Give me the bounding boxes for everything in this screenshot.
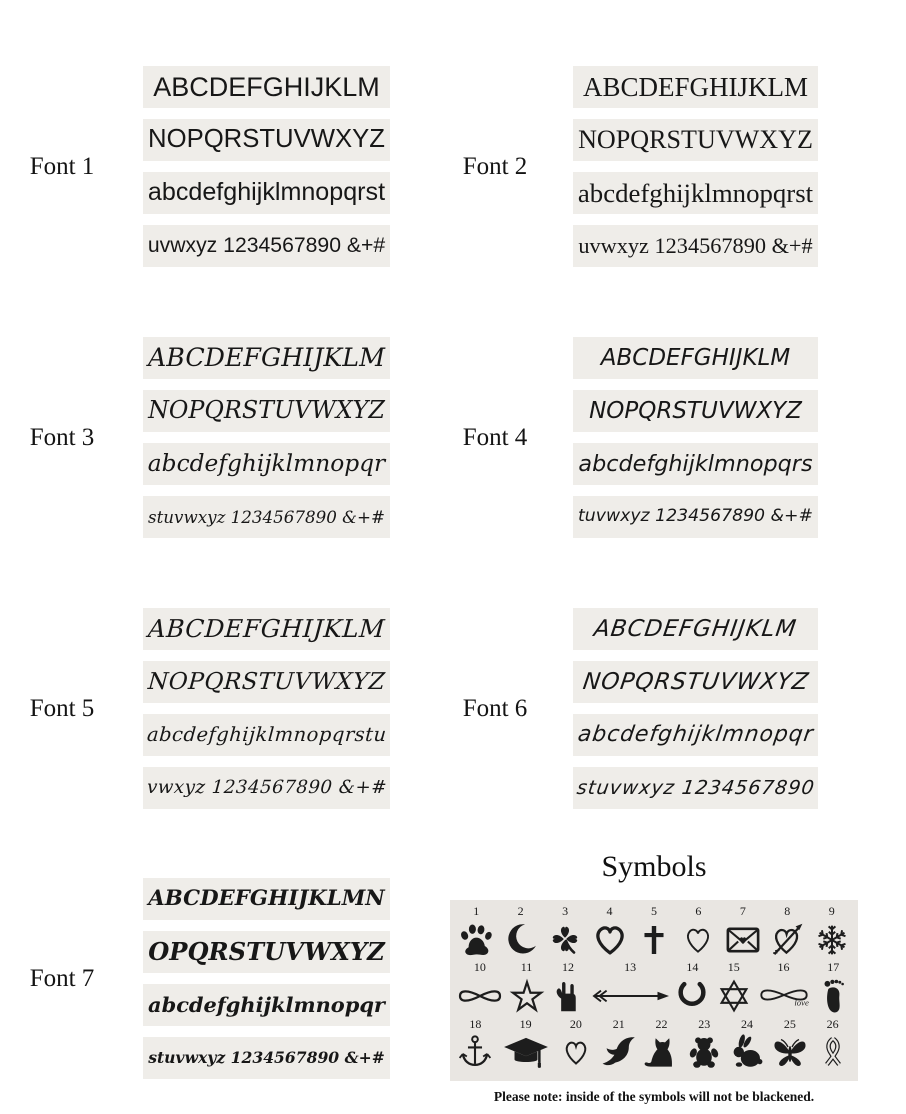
- font-sample-rows: [143, 337, 390, 538]
- symbol-number: 8: [784, 904, 791, 918]
- infinity-love-icon: [756, 974, 812, 1017]
- font-sample-line: [573, 767, 818, 809]
- font-sample-rows: [143, 608, 390, 809]
- symbol-number: 6: [695, 904, 702, 918]
- symbol-item: [713, 961, 754, 1017]
- font-sample-line: [573, 714, 818, 756]
- font-sample-line: [143, 767, 390, 809]
- font-sample-line: [573, 119, 818, 161]
- symbol-item: [755, 961, 813, 1017]
- arrow-icon: [588, 974, 672, 1017]
- star-icon: [508, 974, 546, 1017]
- baby-footprint-icon: [816, 974, 850, 1017]
- crescent-moon-icon: [503, 918, 539, 961]
- symbol-number: 13: [624, 960, 637, 975]
- symbol-item: [768, 1018, 811, 1074]
- four-leaf-clover-icon: [545, 918, 585, 961]
- love-letter-envelope-icon: [722, 918, 764, 961]
- font-label: Font 6: [462, 694, 528, 722]
- font-sample-line: [143, 66, 390, 108]
- sample-text: stuvwxyz 1234567890: [575, 776, 817, 800]
- sample-text: ABCDEFGHIJKLM: [147, 613, 387, 643]
- sample-text: stuvwxyz 1234567890 &+#: [148, 506, 385, 527]
- symbol-item: [672, 961, 713, 1017]
- font-sample-line: [143, 608, 390, 650]
- sample-text: OPQRSTUVWXYZ: [148, 936, 385, 966]
- symbol-item: [543, 905, 587, 961]
- cat-icon: [641, 1031, 681, 1074]
- symbol-item: [498, 905, 542, 961]
- font-label: Font 4: [462, 423, 528, 451]
- anchor-icon: [456, 1031, 494, 1074]
- font-sample-line: [143, 878, 390, 920]
- symbol-item: [765, 905, 809, 961]
- symbol-number: 22: [655, 1016, 668, 1031]
- symbol-number: 24: [741, 1016, 754, 1031]
- symbol-number: 14: [686, 960, 699, 975]
- symbol-item: [497, 1018, 555, 1074]
- symbol-number: 25: [783, 1016, 796, 1031]
- font-sample-line: [573, 443, 818, 485]
- font-sample-rows: [573, 608, 818, 809]
- font-label: Font 5: [29, 694, 95, 722]
- symbol-number: 11: [520, 960, 533, 975]
- sample-text: uvwxyz 1234567890 &+#: [578, 232, 813, 258]
- symbol-number: 10: [473, 960, 486, 975]
- teddy-bear-icon: [685, 1031, 723, 1074]
- font-5-group: [0, 608, 390, 809]
- symbols-note: Please note: inside of the symbols will not be blackened.: [493, 1089, 815, 1104]
- symbol-item: [547, 961, 588, 1017]
- symbols-row: [454, 1018, 854, 1074]
- symbol-number: 16: [777, 960, 790, 975]
- heart-outline-icon: [558, 1031, 594, 1074]
- font-label: Font 3: [29, 423, 95, 451]
- sample-text: abcdefghijklmnopqrst: [147, 178, 386, 207]
- symbol-item: [506, 961, 547, 1017]
- font-sample-rows: [573, 337, 818, 538]
- symbol-number: 4: [606, 904, 613, 918]
- symbols-row: [454, 961, 854, 1017]
- font-3-group: [0, 337, 390, 538]
- sample-text: ABCDEFGHIJKLM: [592, 615, 799, 642]
- symbol-number: 19: [519, 1016, 532, 1031]
- sample-text: NOPQRSTUVWXYZ: [148, 396, 385, 425]
- sample-text: stuvwxyz 1234567890 &+#: [148, 1048, 385, 1068]
- font-sample-line: [143, 1037, 390, 1079]
- symbol-item: [587, 905, 631, 961]
- sample-text: tuvwxyz 1234567890 &+#: [578, 506, 813, 527]
- symbol-number: 5: [650, 904, 657, 918]
- font-6-group: [453, 608, 858, 809]
- heart-with-arrow-icon: [767, 918, 807, 961]
- infinity-icon: [455, 974, 505, 1017]
- love-hand-sign-icon: [550, 974, 586, 1017]
- paw-print-icon: [456, 918, 496, 961]
- symbols-panel: [450, 900, 858, 1081]
- symbol-number: 3: [562, 904, 569, 918]
- symbol-item: [676, 905, 720, 961]
- symbol-item: [454, 905, 498, 961]
- font-2-group: [453, 66, 858, 267]
- font-sample-line: [143, 931, 390, 973]
- symbol-number: 20: [569, 1016, 582, 1031]
- font-sample-line: [143, 661, 390, 703]
- sample-text: ABCDEFGHIJKLM: [582, 71, 809, 102]
- symbol-item: [597, 1018, 640, 1074]
- awareness-ribbon-icon: [816, 1031, 850, 1074]
- font-sample-rows: [143, 878, 390, 1079]
- sample-text: NOPQRSTUVWXYZ: [589, 397, 802, 424]
- font-sample-line: [143, 390, 390, 432]
- font-7-group: [0, 878, 390, 1079]
- symbols-title: Symbols: [601, 850, 707, 883]
- symbol-item: [726, 1018, 769, 1074]
- symbol-item: [589, 961, 672, 1017]
- symbol-item: [810, 905, 854, 961]
- font-sample-line: [573, 337, 818, 379]
- font-1-group: [0, 66, 390, 267]
- sample-text: NOPQRSTUVWXYZ: [148, 125, 385, 154]
- symbol-number: 15: [727, 960, 740, 975]
- symbol-item: [721, 905, 765, 961]
- font-sample-line: [143, 119, 390, 161]
- sample-text: ABCDEFGHIJKLM: [153, 71, 380, 102]
- symbol-number: 26: [826, 1016, 839, 1031]
- font-sample-rows: [143, 66, 390, 267]
- sample-text: ABCDEFGHIJKLMN: [148, 886, 385, 912]
- symbol-number: 1: [473, 904, 480, 918]
- font-sample-line: [143, 337, 390, 379]
- sample-text: NOPQRSTUVWXYZ: [146, 668, 387, 696]
- graduation-cap-icon: [502, 1031, 550, 1074]
- sample-text: NOPQRSTUVWXYZ: [580, 668, 811, 695]
- font-sample-line: [573, 390, 818, 432]
- sample-text: ABCDEFGHIJKLM: [148, 343, 385, 373]
- sample-text: NOPQRSTUVWXYZ: [578, 124, 813, 154]
- symbol-number: 7: [739, 904, 746, 918]
- font-sample-line: [573, 661, 818, 703]
- font-sample-line: [573, 172, 818, 214]
- rabbit-icon: [727, 1031, 767, 1074]
- font-sample-line: [573, 225, 818, 267]
- sample-text: ABCDEFGHIJKLM: [600, 344, 791, 371]
- symbol-item: [454, 1018, 497, 1074]
- symbol-number: 18: [469, 1016, 482, 1031]
- sample-text: abcdefghijklmnopqr: [147, 450, 386, 478]
- butterfly-icon: [769, 1031, 811, 1074]
- symbol-number: 12: [561, 960, 574, 975]
- symbol-item: [813, 961, 854, 1017]
- snowflake-icon: [812, 918, 852, 961]
- sample-text: vwxyz 1234567890 &+#: [145, 776, 388, 798]
- font-sample-line: [143, 172, 390, 214]
- cross-icon: [637, 918, 671, 961]
- sample-text: abcdefghijklmnopqrs: [578, 450, 813, 477]
- font-sample-line: [573, 608, 818, 650]
- sample-text: abcdefghijklmnopqrstu: [145, 723, 388, 747]
- star-of-david-icon: [716, 974, 752, 1017]
- symbol-item: [811, 1018, 854, 1074]
- symbol-number: 23: [698, 1016, 711, 1031]
- symbol-item: [640, 1018, 683, 1074]
- font-sample-line: [573, 496, 818, 538]
- font-sample-line: [143, 443, 390, 485]
- symbol-number: 17: [827, 960, 840, 975]
- symbol-item: [454, 961, 506, 1017]
- symbols-row: [454, 905, 854, 961]
- sample-text: uvwxyz 1234567890 &+#: [147, 234, 386, 258]
- open-heart-icon: [680, 918, 716, 961]
- symbol-number: 2: [517, 904, 524, 918]
- sample-text: abcdefghijklmnopqrst: [577, 177, 814, 208]
- font-sample-line: [573, 66, 818, 108]
- symbol-item: [555, 1018, 598, 1074]
- svg-text:love: love: [793, 997, 809, 1008]
- symbol-item: [683, 1018, 726, 1074]
- font-label: Font 2: [462, 152, 528, 180]
- symbol-number: 9: [828, 904, 835, 918]
- sample-text: abcdefghijklmnopqr: [148, 991, 385, 1017]
- font-sample-line: [143, 714, 390, 756]
- font-sample-line: [143, 225, 390, 267]
- sample-text: abcdefghijklmnopqr: [576, 722, 816, 748]
- font-4-group: [453, 337, 858, 538]
- font-label: Font 1: [29, 152, 95, 180]
- horseshoe-icon: [674, 974, 710, 1017]
- font-sample-line: [143, 984, 390, 1026]
- symbol-number: 21: [612, 1016, 625, 1031]
- heart-icon: [591, 918, 629, 961]
- font-sample-rows: [573, 66, 818, 267]
- font-label: Font 7: [29, 964, 95, 992]
- symbol-item: [632, 905, 676, 961]
- swallow-bird-icon: [598, 1031, 640, 1074]
- font-sample-line: [143, 496, 390, 538]
